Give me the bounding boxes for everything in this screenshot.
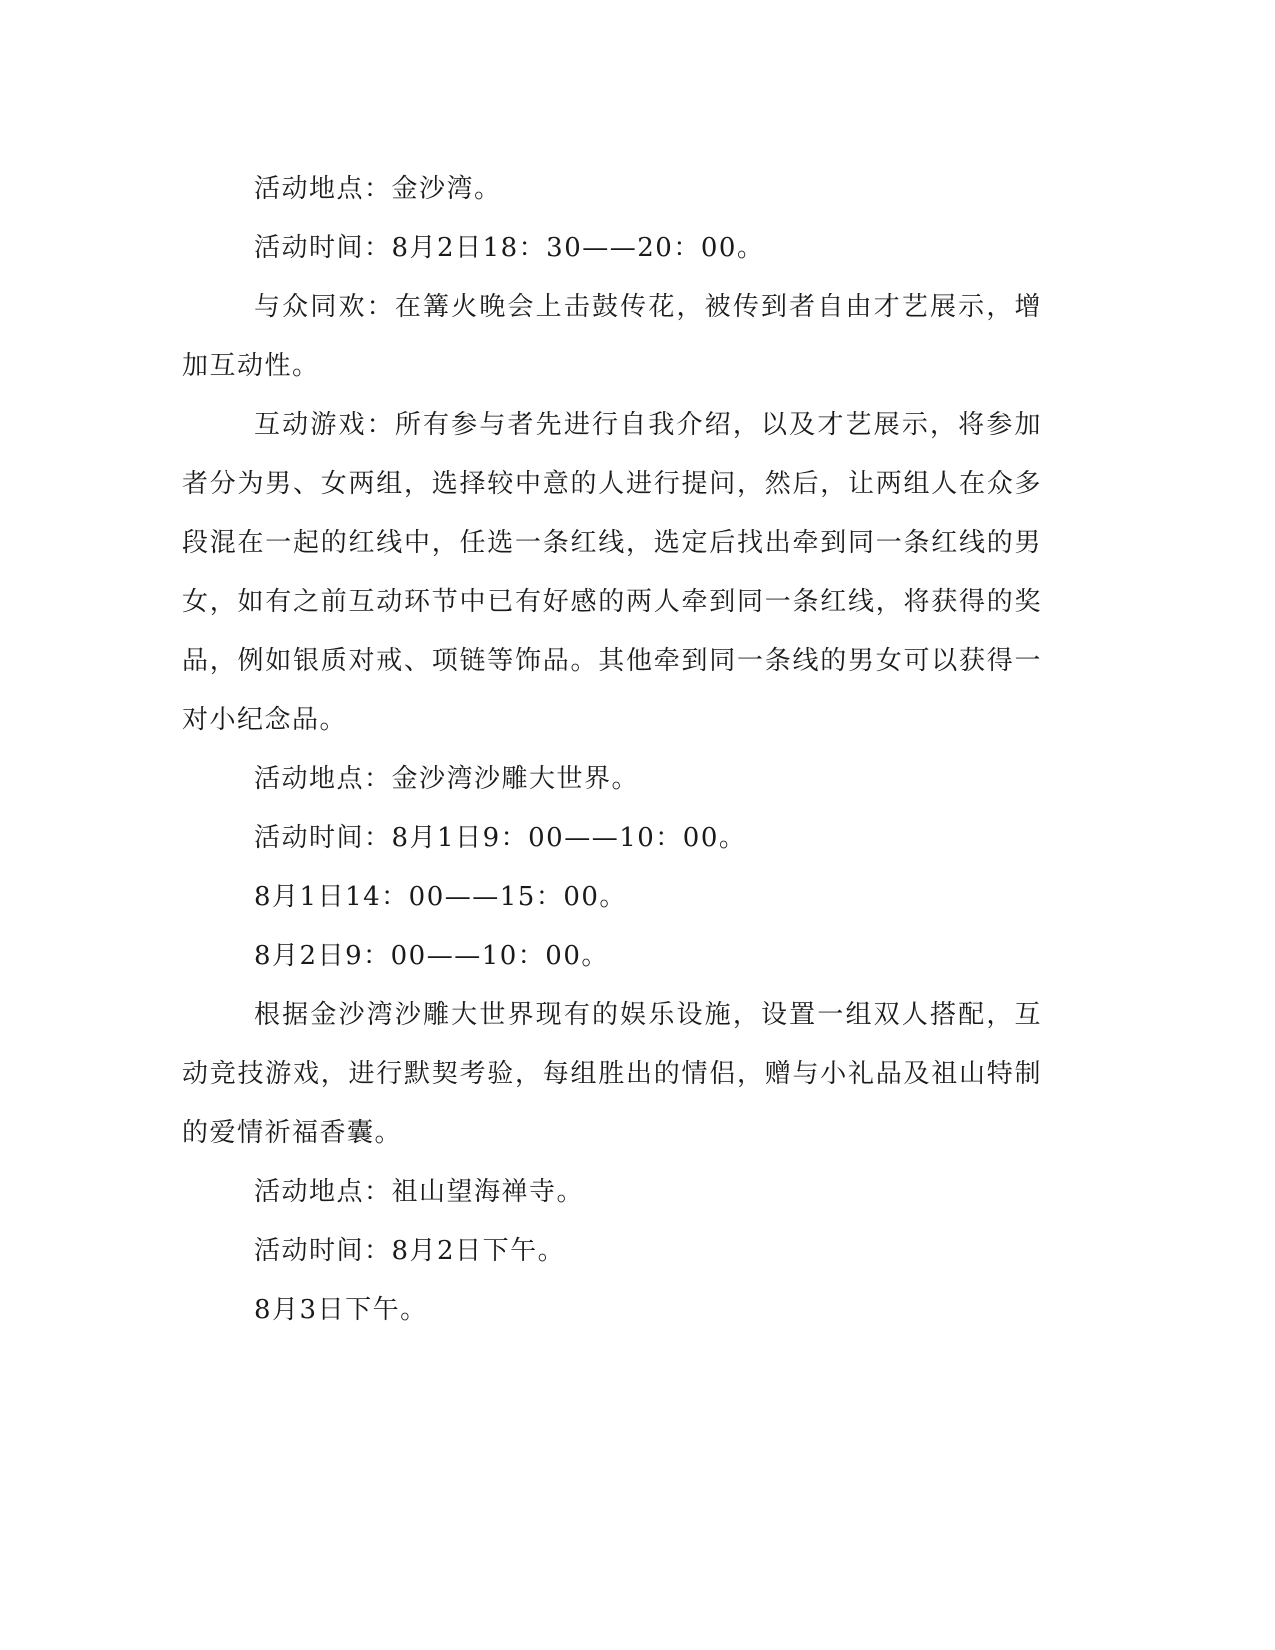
paragraph-location-1: 活动地点：金沙湾。 [254, 174, 502, 204]
paragraph-time-1: 活动时间：8月2日18：30——20：00。 [254, 233, 765, 263]
paragraph-bonfire: 与众同欢：在篝火晚会上击鼓传花，被传到者自由才艺展示，增加互动性。 [182, 292, 1042, 381]
paragraph-time-3b: 8月3日下午。 [254, 1295, 428, 1325]
paragraph-location-2: 活动地点：金沙湾沙雕大世界。 [254, 764, 640, 794]
paragraph-interactive-game: 互动游戏：所有参与者先进行自我介绍，以及才艺展示，将参加者分为男、女两组，选择较中意的人进行提问，然后，让两组人在众多段混在一起的红线中，任选一条红线，选定后找出牵到同一条红线的男女，如有之前互动环节中已有好感的两人牵到同一条红线，将获得的奖品，例如银质对戒、项链等饰品。其他牵到同一条线的男女可以获得一对小纪念品。 [182, 410, 1042, 735]
paragraph-time-2c: 8月2日9：00——10：00。 [254, 941, 609, 971]
paragraph-time-3: 活动时间：8月2日下午。 [254, 1236, 566, 1266]
paragraph-location-3: 活动地点：祖山望海禅寺。 [254, 1177, 585, 1207]
paragraph-sand-sculpture-game: 根据金沙湾沙雕大世界现有的娱乐设施，设置一组双人搭配，互动竞技游戏，进行默契考验，每组胜出的情侣，赠与小礼品及祖山特制的爱情祈福香囊。 [182, 1000, 1042, 1148]
document-body [182, 160, 1042, 1340]
paragraph-time-2: 活动时间：8月1日9：00——10：00。 [254, 823, 747, 853]
paragraph-time-2b: 8月1日14：00——15：00。 [254, 882, 627, 912]
